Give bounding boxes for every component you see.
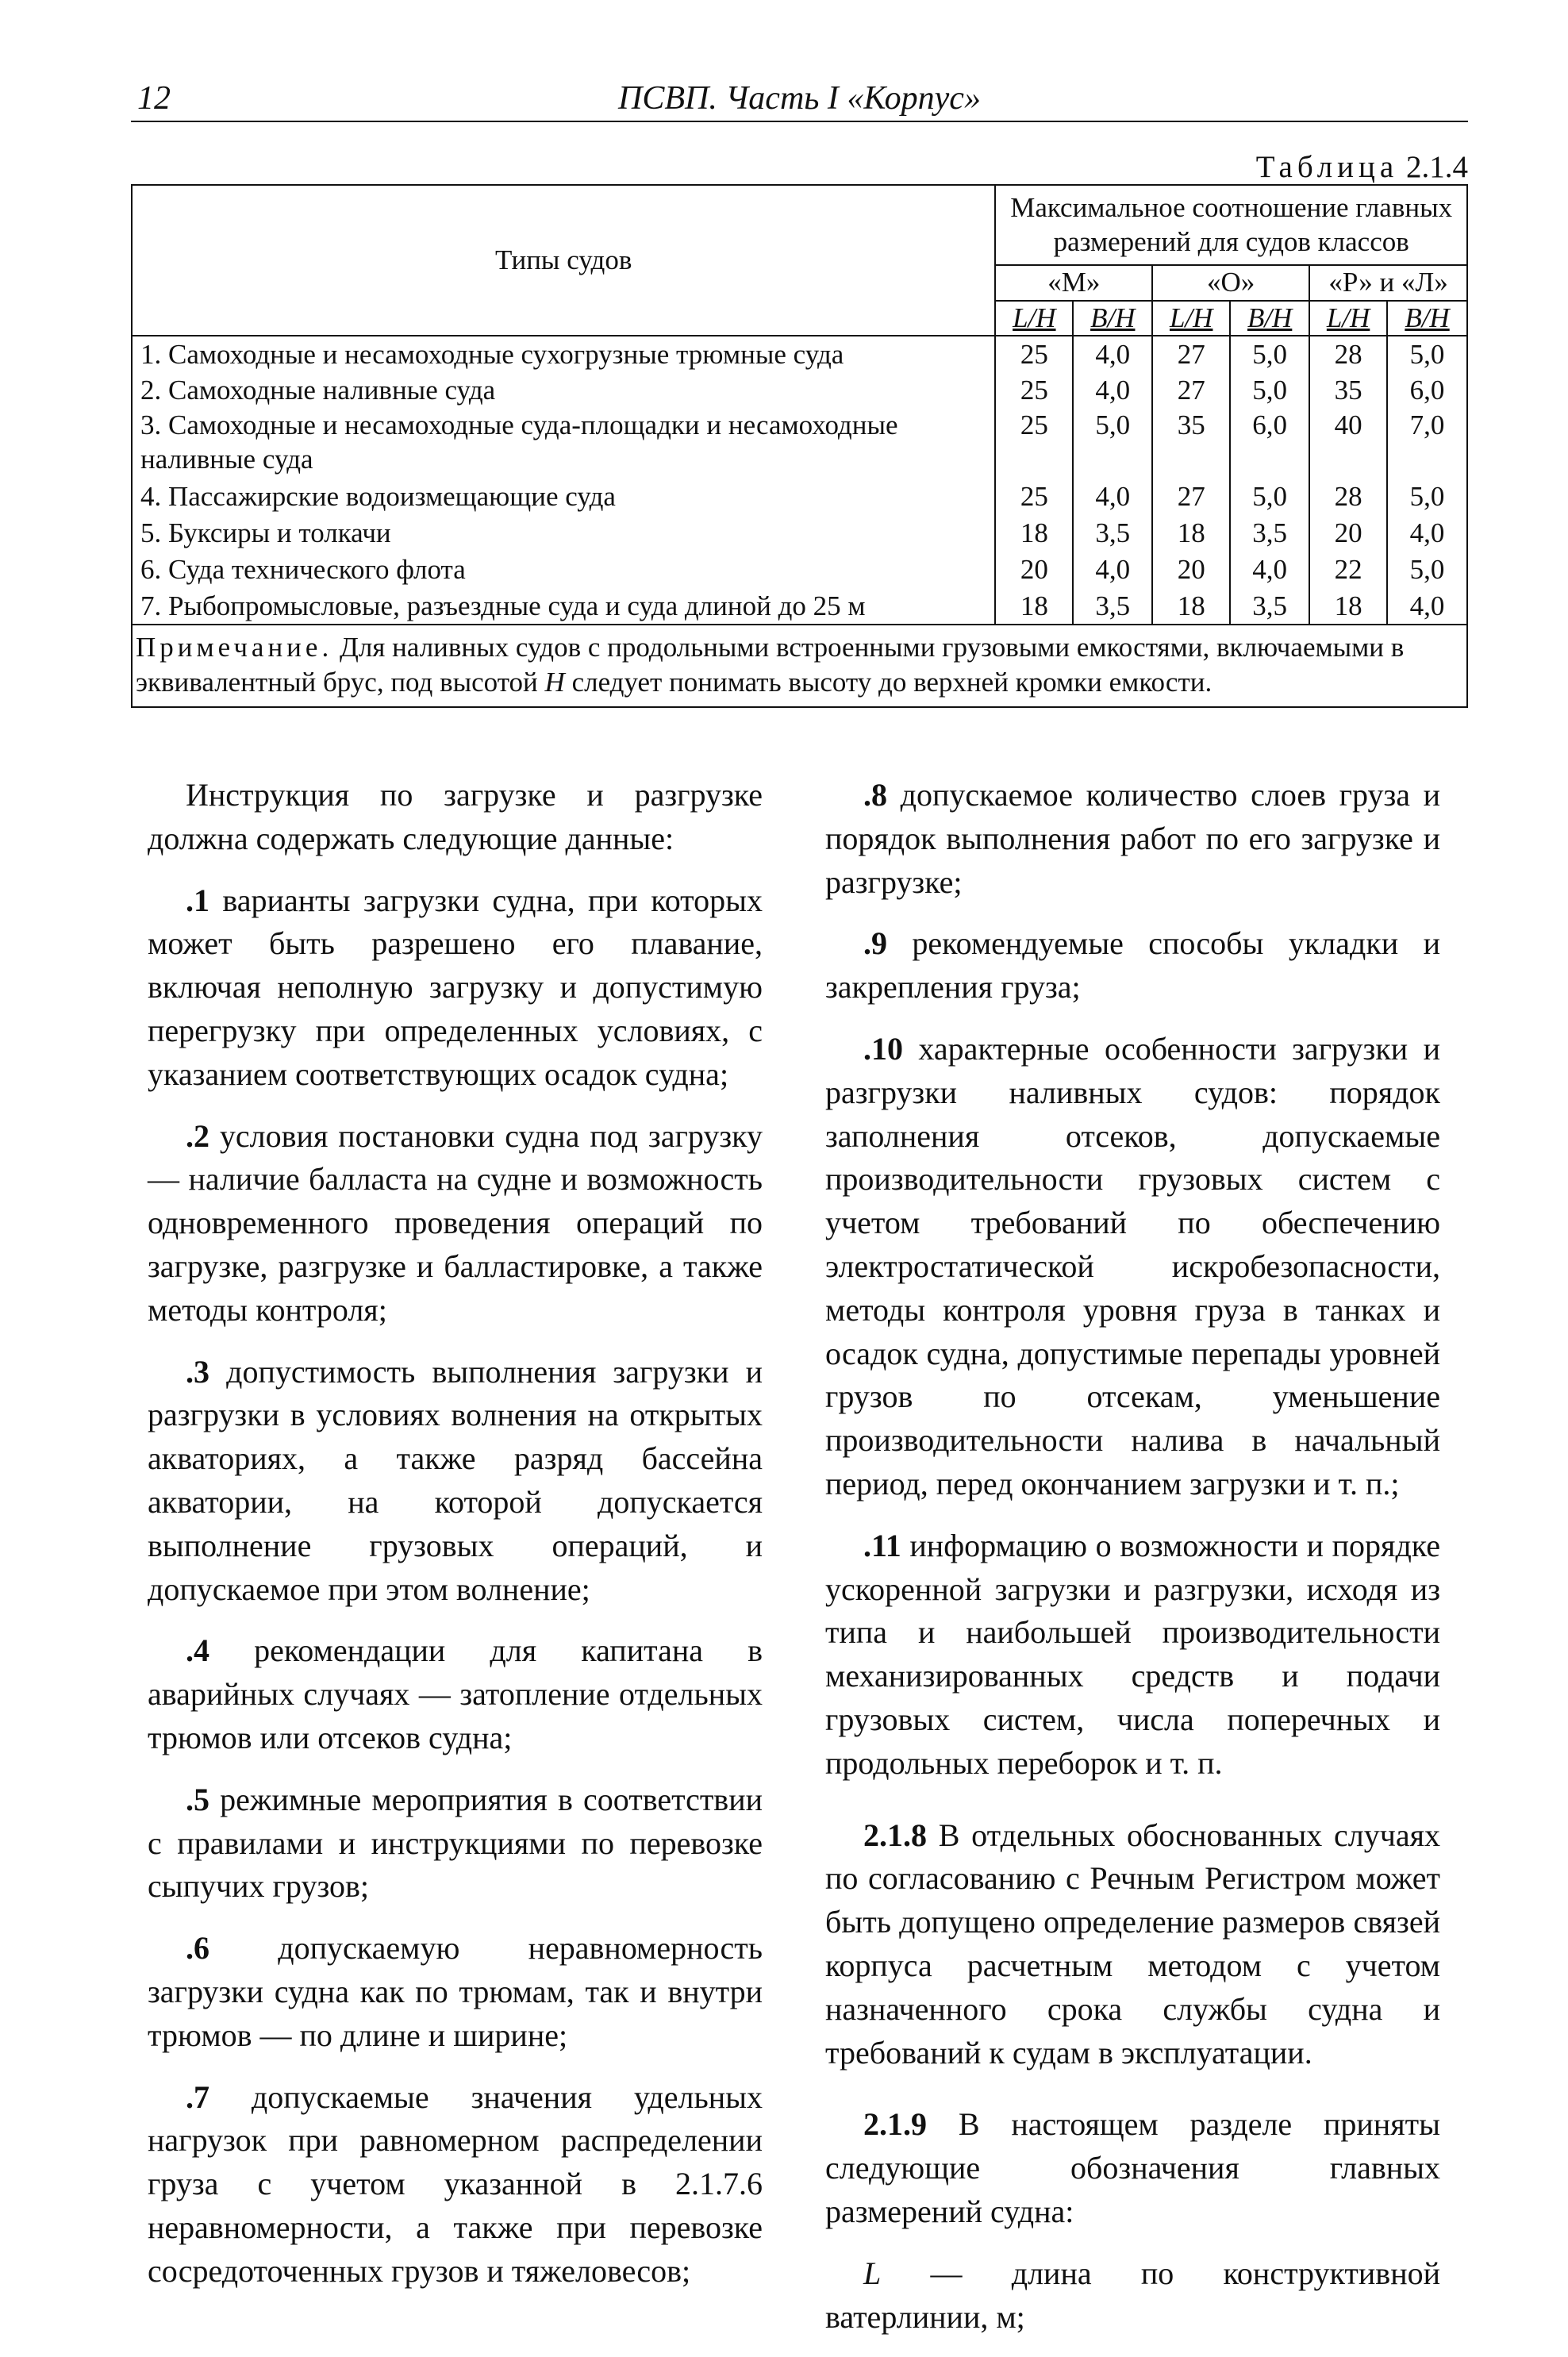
table-row: [132, 479, 1467, 515]
item-number: .6: [186, 1930, 209, 1967]
value-cell: 25: [995, 372, 1073, 409]
section-number: 2.1.8: [863, 1817, 927, 1853]
item-number: .10: [863, 1030, 903, 1067]
list-item: [148, 2076, 763, 2294]
value-cell: 5,0: [1230, 479, 1309, 515]
value-cell: 25: [995, 336, 1073, 372]
page-header: [131, 79, 1468, 122]
table-row: [132, 372, 1467, 409]
vessel-type-cell: 1. Самоходные и несамоходные сухогрузные трюмные суда: [132, 336, 995, 372]
value-cell: 3,5: [1073, 588, 1152, 625]
value-cell: 4,0: [1073, 336, 1152, 372]
section-paragraph-2-1-8: [825, 1814, 1440, 2075]
definition-text: — длина по конструктивной ватерлинии, м;: [825, 2255, 1440, 2335]
col-header-max-ratio: Максимальное соотношение главных размерений для судов классов: [995, 185, 1467, 265]
item-text: допустимость выполнения загрузки и разгрузки в условиях волнения на открытых акваториях, а также разряд бассейна акватории, на которой допускается выполнение грузовых операций, и допускаемое при этом волнение;: [148, 1353, 763, 1607]
table-row: [132, 336, 1467, 372]
section-paragraph-2-1-9: [825, 2103, 1440, 2233]
value-cell: 5,0: [1387, 552, 1467, 588]
list-item: [148, 1351, 763, 1612]
table-note: [132, 625, 1467, 707]
value-cell: 5,0: [1387, 336, 1467, 372]
item-text: характерные особенности загрузки и разгрузки наливных судов: порядок заполнения отсеков, допускаемые производительности грузовых систем с учетом требований по обеспечению электростатической искробезопасности, методы контроля уровня груза в танках и осадок судна, допустимые перепады уровней грузов по отсекам, уменьшение производительности налива в начальный период, перед окончанием загрузки и т. п.;: [825, 1030, 1440, 1501]
value-cell: 6,0: [1387, 372, 1467, 409]
list-item: [148, 1778, 763, 1909]
ratio-header: B/H: [1230, 301, 1309, 336]
value-cell: 3,5: [1073, 515, 1152, 552]
value-cell: 18: [995, 588, 1073, 625]
list-item: [148, 879, 763, 1097]
definition-paragraph: [825, 2252, 1440, 2340]
vessel-type-cell: 3. Самоходные и несамоходные суда-площадки и несамоходные наливные суда: [132, 409, 995, 479]
ratio-header: L/H: [995, 301, 1073, 336]
table-caption-number: 2.1.4: [1406, 150, 1468, 184]
value-cell: 27: [1152, 479, 1230, 515]
value-cell: 4,0: [1073, 479, 1152, 515]
section-text: В отдельных обоснованных случаях по согласованию с Речным Регистром может быть допущено определение размеров связей корпуса расчетным методом с учетом назначенного срока службы судна и требований к судам в эксплуатации.: [825, 1817, 1440, 2071]
running-title: ПСВП. Часть I «Корпус»: [618, 80, 981, 117]
page-number: 12: [137, 80, 171, 117]
value-cell: 7,0: [1387, 409, 1467, 479]
value-cell: 25: [995, 479, 1073, 515]
value-cell: 5,0: [1073, 409, 1152, 479]
value-cell: 18: [1152, 515, 1230, 552]
item-text: режимные мероприятия в соответствии с правилами и инструкциями по перевозке сыпучих грузов;: [148, 1781, 763, 1905]
note-label: Примечание.: [136, 632, 333, 663]
vessel-type-cell: 6. Суда технического флота: [132, 552, 995, 588]
item-number: .7: [186, 2078, 209, 2115]
value-cell: 4,0: [1073, 552, 1152, 588]
list-item: [825, 774, 1440, 904]
item-text: рекомендуемые способы укладки и закрепления груза;: [825, 925, 1440, 1005]
item-number: .9: [863, 925, 887, 962]
item-number: .3: [186, 1353, 209, 1390]
table-row: [132, 515, 1467, 552]
item-number: .11: [863, 1527, 901, 1563]
vessel-type-cell: 4. Пассажирские водоизмещающие суда: [132, 479, 995, 515]
value-cell: 18: [995, 515, 1073, 552]
value-cell: 4,0: [1073, 372, 1152, 409]
intro-paragraph: Инструкция по загрузке и разгрузке должна содержать следующие данные:: [148, 777, 763, 856]
section-number: 2.1.9: [863, 2106, 927, 2143]
right-column: [825, 774, 1440, 2357]
table-caption: [1256, 149, 1468, 185]
value-cell: 18: [1152, 588, 1230, 625]
item-number: .1: [186, 882, 209, 918]
item-text: допускаемую неравномерность загрузки судна как по трюмам, так и внутри трюмов — по длине и ширине;: [148, 1930, 763, 2053]
value-cell: 4,0: [1387, 588, 1467, 625]
value-cell: 5,0: [1230, 372, 1309, 409]
list-item: [148, 1629, 763, 1759]
col-header-vessel-types: Типы судов: [132, 185, 995, 336]
note-text: Для наливных судов с продольными встроенными грузовыми емкостями, включаемыми в эквивалентный брус, под высотой: [136, 632, 1405, 698]
vessel-type-cell: 7. Рыбопромысловые, разъездные суда и суда длиной до 25 м: [132, 588, 995, 625]
value-cell: 4,0: [1387, 515, 1467, 552]
list-item: [148, 1927, 763, 2057]
value-cell: 18: [1309, 588, 1387, 625]
ratio-header: L/H: [1309, 301, 1387, 336]
vessel-type-cell: 2. Самоходные наливные суда: [132, 372, 995, 409]
value-cell: 3,5: [1230, 515, 1309, 552]
item-number: .4: [186, 1632, 209, 1669]
item-text: условия постановки судна под загрузку — наличие балласта на судне и возможность одновременного проведения операций по загрузке, разгрузке и балластировке, а также методы контроля;: [148, 1117, 763, 1328]
class-header: «М»: [995, 265, 1152, 301]
class-header: «Р» и «Л»: [1309, 265, 1467, 301]
value-cell: 28: [1309, 479, 1387, 515]
value-cell: 6,0: [1230, 409, 1309, 479]
section-text: В настоящем разделе приняты следующие обозначения главных размерений судна:: [825, 2106, 1440, 2229]
note-symbol: H: [544, 667, 565, 698]
definition-symbol: L: [863, 2255, 882, 2291]
value-cell: 27: [1152, 336, 1230, 372]
table-caption-word: Таблица: [1255, 150, 1399, 184]
value-cell: 20: [1152, 552, 1230, 588]
ratio-header: L/H: [1152, 301, 1230, 336]
value-cell: 5,0: [1387, 479, 1467, 515]
left-column: [148, 774, 763, 2312]
class-header: «О»: [1152, 265, 1309, 301]
item-text: информацию о возможности и порядке ускоренной загрузки и разгрузки, исходя из типа и наибольшей производительности механизированных средств и подачи грузовых систем, числа поперечных и продольных переборок и т. п.: [825, 1527, 1440, 1781]
list-item: [148, 1115, 763, 1332]
value-cell: 20: [1309, 515, 1387, 552]
list-item: [825, 1028, 1440, 1506]
ratio-header: B/H: [1387, 301, 1467, 336]
value-cell: 20: [995, 552, 1073, 588]
table-row: [132, 409, 1467, 479]
vessel-type-cell: 5. Буксиры и толкачи: [132, 515, 995, 552]
table-row: [132, 588, 1467, 625]
value-cell: 4,0: [1230, 552, 1309, 588]
value-cell: 35: [1309, 372, 1387, 409]
list-item: [825, 922, 1440, 1009]
vessel-ratio-table: [131, 184, 1468, 708]
value-cell: 35: [1152, 409, 1230, 479]
value-cell: 22: [1309, 552, 1387, 588]
note-text: следует понимать высоту до верхней кромки емкости.: [564, 667, 1213, 698]
value-cell: 25: [995, 409, 1073, 479]
value-cell: 40: [1309, 409, 1387, 479]
item-text: рекомендации для капитана в аварийных случаях — затопление отдельных трюмов или отсеков судна;: [148, 1632, 763, 1755]
table-row: [132, 552, 1467, 588]
ratio-header: B/H: [1073, 301, 1152, 336]
item-text: допускаемые значения удельных нагрузок при равномерном распределении груза с учетом указанной в 2.1.7.6 неравномерности, а также при перевозке сосредоточенных грузов и тяжеловесов;: [148, 2078, 763, 2289]
value-cell: 5,0: [1230, 336, 1309, 372]
value-cell: 27: [1152, 372, 1230, 409]
item-number: .5: [186, 1781, 209, 1817]
item-number: .2: [186, 1117, 209, 1154]
item-text: варианты загрузки судна, при которых может быть разрешено его плавание, включая неполную загрузку и допустимую перегрузку при определенных условиях, с указанием соответствующих осадок судна;: [148, 882, 763, 1092]
value-cell: 3,5: [1230, 588, 1309, 625]
item-text: допускаемое количество слоев груза и порядок выполнения работ по его загрузке и разгрузке;: [825, 777, 1440, 900]
list-item: [825, 1525, 1440, 1786]
value-cell: 28: [1309, 336, 1387, 372]
item-number: .8: [863, 777, 887, 813]
